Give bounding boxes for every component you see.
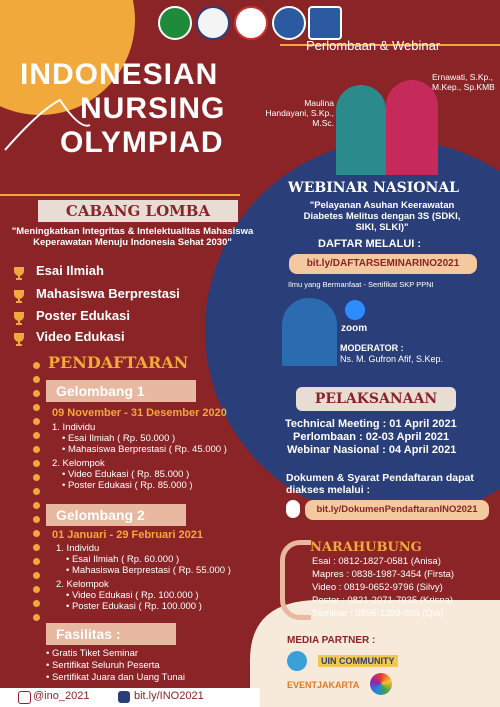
timeline-dot xyxy=(33,376,40,383)
zoom-icon xyxy=(345,300,365,320)
moderator-label: MODERATOR : xyxy=(340,343,404,353)
narahubung-heading: NARAHUBUNG xyxy=(310,540,422,555)
logo-icon xyxy=(196,6,230,40)
pelaksanaan-line: Webinar Nasional : 04 April 2021 xyxy=(287,444,457,456)
contact-item: Esai : 0812-1827-0581 (Anisa) xyxy=(312,556,441,567)
speaker-1-name: Maulina Handayani, S.Kp., M.Sc. xyxy=(265,98,334,128)
timeline-dot xyxy=(33,432,40,439)
g1-kelompok-item: • Poster Edukasi ( Rp. 85.000 ) xyxy=(62,480,193,491)
gelombang-1-label: Gelombang 1 xyxy=(46,380,196,402)
webinar-benefit: Ilmu yang Bermanfaat - Sertifikat SKP PPNI xyxy=(288,280,434,289)
cabang-item: Esai Ilmiah xyxy=(36,263,104,278)
timeline-dot xyxy=(33,600,40,607)
instagram-icon xyxy=(18,691,31,704)
speaker-2-name: Ernawati, S.Kp., M.Kep., Sp.KMB xyxy=(432,72,495,92)
title-line3: OLYMPIAD xyxy=(60,126,224,159)
timeline-dot xyxy=(33,558,40,565)
trophy-icon xyxy=(12,331,26,350)
event-type: Perlombaan & Webinar xyxy=(306,38,441,53)
g1-individu-label: 1. Individu xyxy=(52,422,96,433)
timeline-dot xyxy=(33,390,40,397)
g1-individu-item: • Esai Ilmiah ( Rp. 50.000 ) xyxy=(62,433,176,444)
timeline-dot xyxy=(33,586,40,593)
gelombang-2-label: Gelombang 2 xyxy=(46,504,186,526)
g2-individu-item: • Esai Ilmiah ( Rp. 60.000 ) xyxy=(66,554,180,565)
speaker-1-photo xyxy=(336,85,386,175)
timeline-dot xyxy=(33,530,40,537)
partner-logo-icon xyxy=(370,673,392,695)
timeline-dot xyxy=(33,418,40,425)
gelombang-2-dates: 01 Januari - 29 Februari 2021 xyxy=(52,529,204,541)
logo-icon xyxy=(234,6,268,40)
zoom-label: zoom xyxy=(341,323,368,334)
timeline-dot xyxy=(33,544,40,551)
timeline-dot xyxy=(33,488,40,495)
contact-item: Seminar : 0856-1399-695 (Qia) xyxy=(312,608,444,619)
g1-kelompok-item: • Video Edukasi ( Rp. 85.000 ) xyxy=(62,469,190,480)
pelaksanaan-line: Technical Meeting : 01 April 2021 xyxy=(285,418,457,430)
g1-kelompok-label: 2. Kelompok xyxy=(52,458,105,469)
cabang-item: Mahasiswa Berprestasi xyxy=(36,286,180,301)
register-label: DAFTAR MELALUI : xyxy=(318,238,422,250)
cabang-heading: CABANG LOMBA xyxy=(38,200,238,222)
fasilitas-item: • Sertifikat Seluruh Peserta xyxy=(46,660,160,671)
cabang-item: Video Edukasi xyxy=(36,329,125,344)
partner-uin-community: UIN COMMUNITY xyxy=(318,655,398,667)
g2-kelompok-label: 2. Kelompok xyxy=(56,579,109,590)
speaker-2-photo xyxy=(386,80,438,175)
partner-eventjakarta: EVENTJAKARTA xyxy=(287,680,360,690)
title-line2: NURSING xyxy=(80,92,226,125)
g1-individu-item: • Mahasiswa Berprestasi ( Rp. 45.000 ) xyxy=(62,444,227,455)
contact-item: Mapres : 0838-1987-3454 (Firsta) xyxy=(312,569,455,580)
phone-icon xyxy=(280,540,311,620)
link-icon xyxy=(118,691,130,703)
contact-item: Poster : 0821-2071-7935 (Krisna) xyxy=(312,595,453,606)
logo-icon xyxy=(308,6,342,40)
footer-link[interactable]: bit.ly/INO2021 xyxy=(134,690,204,702)
g2-individu-item: • Mahasiswa Berprestasi ( Rp. 55.000 ) xyxy=(66,565,231,576)
trophy-icon xyxy=(12,310,26,329)
cabang-theme: "Meningkatkan Integritas & Intelektualitas Mahasiswa Keperawatan Menuju Indonesia Sehat 2030" xyxy=(11,226,254,248)
cabang-item: Poster Edukasi xyxy=(36,308,130,323)
footer-instagram[interactable]: @ino_2021 xyxy=(33,690,90,702)
partner-logo-icon xyxy=(287,651,307,671)
logo-icon xyxy=(272,6,306,40)
dokumen-link[interactable]: bit.ly/DokumenPendaftaranINO2021 xyxy=(305,500,489,520)
g2-kelompok-item: • Video Edukasi ( Rp. 100.000 ) xyxy=(66,590,199,601)
fasilitas-heading: Fasilitas : xyxy=(46,623,176,645)
g2-individu-label: 1. Individu xyxy=(56,543,100,554)
timeline-dot xyxy=(33,516,40,523)
pelaksanaan-heading: PELAKSANAAN xyxy=(296,387,456,411)
fasilitas-item: • Gratis Tiket Seminar xyxy=(46,648,139,659)
timeline-dot xyxy=(33,362,40,369)
pointer-hand-icon xyxy=(286,500,300,518)
webinar-topic: "Pelayanan Asuhan Keerawatan Diabetes Melitus dengan 3S (SDKI, SIKI, SLKI)" xyxy=(303,200,461,233)
gelombang-1-dates: 09 November - 31 Desember 2020 xyxy=(52,407,227,419)
timeline-dot xyxy=(33,474,40,481)
timeline-dot xyxy=(33,614,40,621)
timeline-dot xyxy=(33,446,40,453)
timeline-dot xyxy=(33,460,40,467)
contact-item: Video : 0819-0652-9796 (Silvy) xyxy=(312,582,443,593)
webinar-heading: WEBINAR NASIONAL xyxy=(288,180,459,196)
timeline-dot xyxy=(33,502,40,509)
fasilitas-item: • Sertifikat Juara dan Uang Tunai xyxy=(46,672,186,683)
moderator-photo xyxy=(282,298,337,366)
trophy-icon xyxy=(12,288,26,307)
trophy-icon xyxy=(12,265,26,284)
pendaftaran-heading: PENDAFTARAN xyxy=(48,353,189,372)
register-link[interactable]: bit.ly/DAFTARSEMINARINO2021 xyxy=(289,254,477,274)
title-line1: INDONESIAN xyxy=(20,58,219,91)
timeline-dot xyxy=(33,572,40,579)
timeline-dot xyxy=(33,404,40,411)
g2-kelompok-item: • Poster Edukasi ( Rp. 100.000 ) xyxy=(66,601,202,612)
media-heading: MEDIA PARTNER : xyxy=(287,635,376,646)
logo-icon xyxy=(158,6,192,40)
pelaksanaan-line: Perlombaan : 02-03 April 2021 xyxy=(293,431,450,443)
moderator-name: Ns. M. Gufron Afif, S.Kep. xyxy=(340,354,444,364)
dokumen-text: Dokumen & Syarat Pendaftaran dapat diakses melalui : xyxy=(286,472,474,496)
